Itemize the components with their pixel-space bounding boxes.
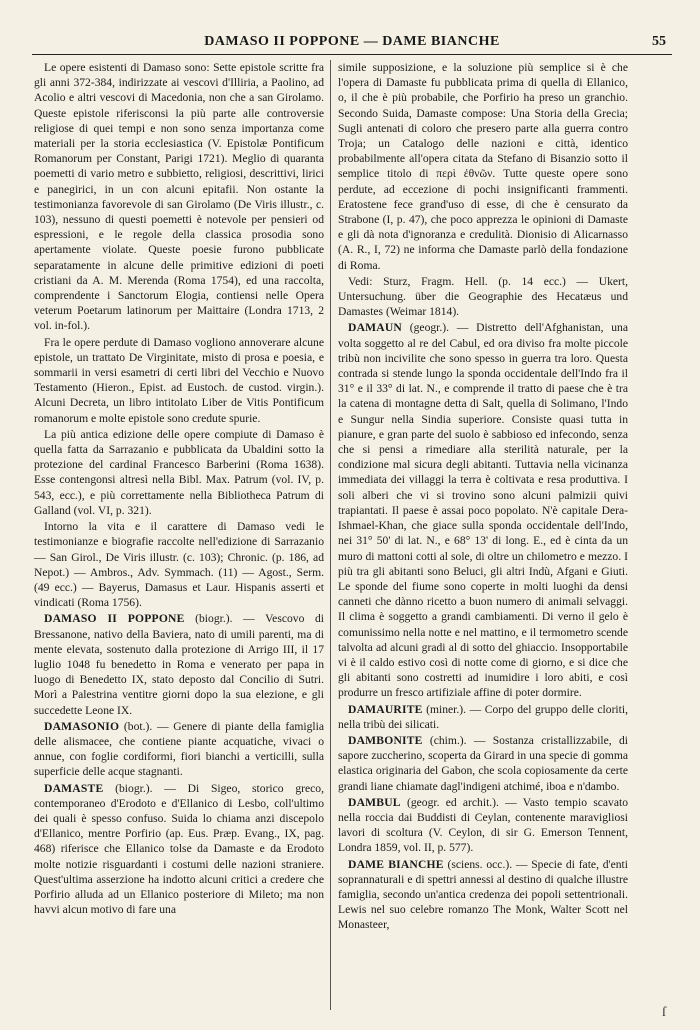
paragraph: Intorno la vita e il carattere di Damaso vedi le testimonianze e biografie raccolte nell'edizione di Sarrazanio — San Girol., De Viris illustr. (c. 103); Chronic. (p. 186, ad Nepot.) — Ambros., Adv. Symmach. (11) — Agost., Serm. (49 ecc.) — Bayerus, Damasus et Laur. Hispanis asserti et vindicati (Roma 1756). bbox=[34, 520, 324, 610]
dictionary-entry bbox=[34, 611, 324, 717]
entry-text: (geogr.). — Distretto dell'Afghanistan, una volta soggetto al re del Cabul, ed ora diviso fra molte piccole tribù non incivilite che sono spesso in guerra tra loro. Questa contrada si stende lungo la sponda occidentale dell'Indo fra il 31° e il 33° di lat. N., e comprende il tratto di paese che è tra la catena di montagne detta di Salt, quella di Solimano, l'Indo e Sungur nella Sindia superiore. Consiste quasi tutta in pianure, e gran parte del suolo è sabbioso ed infecondo, senza che si pensi a rimediare alla sterilità naturale, per la condizione mal sicura degli abitanti. Tuttavia nella vicinanza immediata dei villaggi la terra è coltivata e resa produttiva. I soli alberi che vi si trovino sono alcuni palmizii quivi trapiantati. Il paese è assai poco popolato. N'è capitale Dera-Ishmael-Khan, che giace sulla sponda occidentale dell'Indo, nei 31° 50' di lat. N., e 68° 13' di long. E., ed è cinta da un muro di mattoni cotti al sole, di oltre un chilometro e mezzo. I più tra gli abitanti sono Beluci, gli altri Indù, Afgani e Giuti. Le sponde del fiume sono coperte in molti luoghi da densi canneti che dànno ricetto a buon numero di animali selvaggi. Il clima è soggetto a grandi cambiamenti. Di verno il gelo è comunissimo nella notte e nel mattino, e il termometro scende talvolta ad alcuni gradi al di sotto del ghiaccio. Insopportabile vi è il caldo estivo così di notte come di giorno, e si dice che gli abitanti sono costretti ad inumidire i loro abiti, e così produrre un fresco artifiziale affine di poter dormire. bbox=[338, 321, 628, 700]
left-column bbox=[34, 60, 324, 1010]
entry-text: (biogr.). — Vescovo di Bressanone, nativo della Baviera, nato di umili parenti, ma di mente elevata, sostenuto dalla protezione di Arrigo III, il 17 luglio 1048 fu benedetto in Roma e venerato per papa in luogo di Benedetto IX, stato deposto dal Concilio di Sutri. Morì a Palestrina ventitre giorni dopo la sua elezione, e gli succedette Leone IX. bbox=[34, 612, 324, 717]
entry-text: (geogr. ed archit.). — Vasto tempio scavato nella roccia dai Buddisti di Ceylan, contenente maravigliosi lavori di scoltura (V. Ceylon, di sir G. Emerson Tennent, Londra 1859, vol. II, p. 577). bbox=[338, 795, 628, 855]
entry-headword: DAMBUL bbox=[348, 795, 401, 809]
paragraph: Le opere esistenti di Damaso sono: Sette epistole scritte fra gli anni 372-384, indirizzate ai vescovi d'Illiria, a Paolino, ad Acolio e altri vescovi di Macedonia, non che a san Girolamo. Queste epistole riferisconsi la più parte alle controversie religiose di quei tempi e non sono senza importanza come materiali per la storia ecclesiastica (V. Epistolæ Pontificum Romanorum per Constant, Parigi 1721). Meglio di quaranta poemetti di vario metro e subbietto, religiosi, descrittivi, lirici e panegirici, in un con alcuni epitafii. Non ostante la testimonianza favorevole di san Girolamo (De Viris illustr., c. 103), nessuno di questi poemetti è notevole per pensieri od espressioni, e le regole della classica prosodia sono apertamente violate. Queste poesie furono pubblicate separatamente in alcune delle primitive edizioni di poeti cristiani da A. M. Merenda (Roma 1754), ed una raccolta, comprendente i Sanctorum Elogia, contiensi nelle Opera veterum Poetarum latinorum per Maittaire (Londra 1713, 2 vol. in-fol.). bbox=[34, 61, 324, 333]
entry-text: (biogr.). — Di Sigeo, storico greco, contemporaneo d'Erodoto e d'Ellanico di Lesbo, coll'ultimo dei quali è spesso confuso. Suida lo chiama anzi discepolo d'Ellanico, mentre Porfirio (ap. Eus. Præp. Evang., IX, pag. 468) riferisce che Ellanico tolse da Damaste e da Erodoto molte notizie risguardanti i costumi delle nazioni straniere. Quest'ultima asserzione ha indotto alcuni critici a credere che Porfirio alluda ad un Ellanico posteriore di Mileto; ma non havvi alcun motivo di fare una bbox=[34, 781, 324, 917]
entry-headword: DAMAUN bbox=[348, 321, 403, 335]
entry-headword: DAMASONIO bbox=[44, 719, 120, 733]
entry-text: (chim.). — Sostanza cristallizzabile, di sapore zuccherino, scoperta da Girard in una specie di gomma elastica originaria del Gabon, che scola copiosamente da certe grandi liane chiamate dagl'indigeni atchimé, iboa e n'dambo. bbox=[338, 733, 628, 793]
page-mark: ſ bbox=[662, 1005, 666, 1020]
dictionary-entry bbox=[338, 733, 628, 794]
entry-headword: DAMBONITE bbox=[348, 733, 423, 747]
entry-text: (miner.). — Corpo del gruppo delle cloriti, nella tribù dei silicati. bbox=[338, 702, 628, 731]
dictionary-entry bbox=[338, 702, 628, 732]
dictionary-entry bbox=[338, 795, 628, 856]
paragraph: La più antica edizione delle opere compiute di Damaso è quella fatta da Sarrazanio e pubblicata da Ubaldini sotto la protezione del cardinal Francesco Barberini (Roma 1638). Esse contengonsi altresì nella Bibl. Max. Patrum (vol. IV, p. 543, ecc.), e più correttamente nella Bibliotheca Patrum di Galland (vol. VI, p. 321). bbox=[34, 427, 324, 517]
header-title: DAMASO II POPPONE — DAME BIANCHE bbox=[204, 34, 500, 49]
entry-text: (bot.). — Genere di piante della famiglia delle alismacee, che contiene piante acquatiche, vivaci o annue, con foglie cordiformi, fiori bianchi a verticilli, sulla superficie delle acque stagnanti. bbox=[34, 719, 324, 779]
dictionary-entry bbox=[34, 781, 324, 918]
entry-headword: DAMASTE bbox=[44, 781, 104, 795]
continued-paragraph: simile supposizione, e la soluzione più semplice si è che l'opera di Damaste fu pubblicata prima di quella di Ellanico, o, il che è più probabile, che Porfirio ha preso un granchio. Secondo Suida, Damaste compose: Una Storia della Grecia; Sugli antenati di coloro che presero parte alla guerra contro Troja; un Catalogo delle nazioni e città, identico probabilmente all'opera citata da Stefano di Bisanzio sotto il semplice titolo di περὶ ἐθνῶν. Tutte queste opere sono perdute, ad eccezione di pochi insignificanti frammenti. Eratostene fece grand'uso di esse, di che è censurato da Strabone (I, p. 47), che poco apprezza le opinioni di Damaste e gli dà nota d'ignoranza e credulità. Dionisio di Alicarnasso (A. R., I, 72) ne informa che Damaste parlò della fondazione di Roma. bbox=[338, 61, 628, 272]
column-divider bbox=[330, 60, 331, 1010]
running-header bbox=[32, 30, 672, 55]
entry-text: (sciens. occ.). — Specie di fate, d'enti soprannaturali e di spettri annessi al destino di qualche illustre famiglia, secondo un'antica credenza dei popoli settentrionali. Lewis nel suo celebre romanzo The Monk, Walter Scott nel Monasteer, bbox=[338, 857, 629, 932]
paragraph: Vedi: Sturz, Fragm. Hell. (p. 14 ecc.) — Ukert, Untersuchung. über die Geographie des Hecatæus und Damastes (Weimar 1814). bbox=[338, 274, 628, 319]
paragraph: Fra le opere perdute di Damaso vogliono annoverare alcune epistole, un trattato De Virginitate, misto di prosa e poesia, e sommarii in versi esametri di certi libri del Vecchio e Nuovo Testamento (Hieron., Epist. ad Eustoch. de custod. virgin.). Alcuni Decreta, un libro intitolato Liber de Vitis Pontificum romanorum e molte epistole sono credute spurie. bbox=[34, 335, 324, 425]
dictionary-entry bbox=[338, 857, 628, 933]
entry-headword: DAMASO II POPPONE bbox=[44, 612, 185, 626]
right-column bbox=[338, 60, 628, 1010]
entry-headword: DAMAURITE bbox=[348, 702, 423, 716]
page-number: 55 bbox=[652, 34, 666, 49]
dictionary-entry bbox=[338, 320, 628, 700]
dictionary-entry bbox=[34, 719, 324, 780]
entry-headword: DAME BIANCHE bbox=[348, 857, 444, 871]
